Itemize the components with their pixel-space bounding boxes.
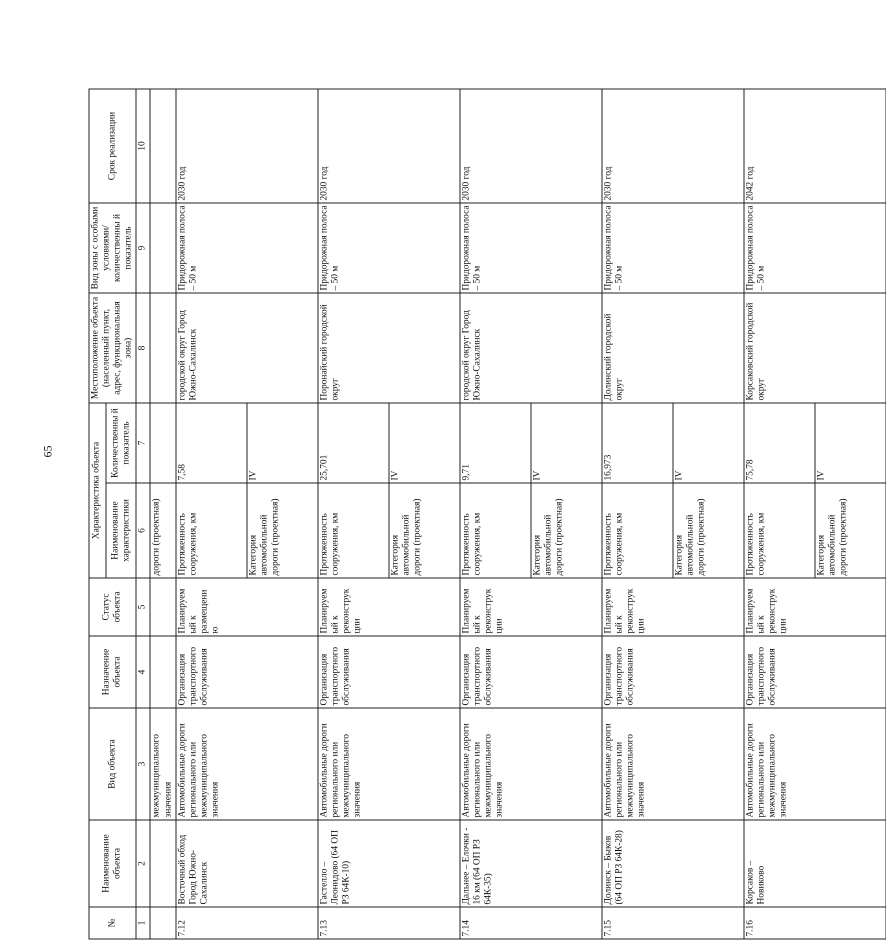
row-location: городской округ Город Южно-Сахалинск xyxy=(176,293,318,403)
row-value-length: 9,71 xyxy=(460,403,531,483)
row-location: Долинский городской округ xyxy=(602,293,744,403)
row-name: Гастелло – Леонидово (64 ОП РЗ 64К-10) xyxy=(318,820,460,907)
row-number: 7.12 xyxy=(176,907,318,939)
table-row xyxy=(744,89,815,939)
table-row xyxy=(460,89,531,939)
row-char-category: Категория автомобильной дороги (проектная) xyxy=(531,483,602,578)
row-location: Поронайский городской округ xyxy=(318,293,460,403)
continuation-vid: межмуниципального значения xyxy=(150,708,175,820)
row-number: 7.14 xyxy=(460,907,602,939)
header-term: Срок реализации xyxy=(89,89,136,203)
header-status: Статус объекта xyxy=(89,578,136,636)
row-number: 7.16 xyxy=(744,907,886,939)
col-number: 5 xyxy=(136,578,150,636)
col-number: 6 xyxy=(136,483,150,578)
header-num: № xyxy=(89,907,136,939)
row-term: 2030 год xyxy=(176,89,318,203)
row-zone: Придорожная полоса – 50 м xyxy=(744,203,886,293)
row-char-length: Протяженность сооружения, км xyxy=(176,483,247,578)
header-zone: Вид зоны с особыми условиями/ количественны й показатель xyxy=(89,203,136,293)
row-purpose: Организация транспортного обслуживания xyxy=(602,636,744,708)
row-purpose: Организация транспортного обслуживания xyxy=(460,636,602,708)
col-number: 10 xyxy=(136,89,150,203)
row-location: Корсаковский городской округ xyxy=(744,293,886,403)
header-name: Наименование объекта xyxy=(89,820,136,907)
header-char-name: Наименование характеристики xyxy=(106,483,136,578)
header-vid: Вид объекта xyxy=(89,708,136,820)
row-char-length: Протяженность сооружения, км xyxy=(460,483,531,578)
row-purpose: Организация транспортного обслуживания xyxy=(318,636,460,708)
row-zone: Придорожная полоса – 50 м xyxy=(176,203,318,293)
row-name: Восточный обход Город Южно-Сахалинск xyxy=(176,820,318,907)
row-zone: Придорожная полоса – 50 м xyxy=(460,203,602,293)
row-char-length: Протяженность сооружения, км xyxy=(318,483,389,578)
continuation-row xyxy=(150,89,175,939)
header-char-value: Количественны й показатель xyxy=(106,403,136,483)
header-characteristics-group: Характеристика объекта xyxy=(89,403,106,578)
continuation-char: дороги (проектная) xyxy=(150,483,175,578)
col-number: 3 xyxy=(136,708,150,820)
row-value-category: IV xyxy=(247,403,318,483)
row-char-category: Категория автомобильной дороги (проектная) xyxy=(247,483,318,578)
col-number: 1 xyxy=(136,907,150,939)
row-value-category: IV xyxy=(531,403,602,483)
col-number: 9 xyxy=(136,203,150,293)
col-number: 4 xyxy=(136,636,150,708)
objects-table xyxy=(89,89,886,940)
col-number: 8 xyxy=(136,293,150,403)
row-status: Планируем ый к реконструк ции xyxy=(460,578,602,636)
header-row-1 xyxy=(89,89,106,939)
rotated-page-content xyxy=(89,90,652,940)
row-zone: Придорожная полоса – 50 м xyxy=(318,203,460,293)
row-vid: Автомобильные дороги регионального или межмуниципального значения xyxy=(318,708,460,820)
row-vid: Автомобильные дороги регионального или межмуниципального значения xyxy=(602,708,744,820)
row-value-category: IV xyxy=(389,403,460,483)
row-name: Долинск – Быков (64 ОП РЗ 64К-28) xyxy=(602,820,744,907)
row-name: Дальнее – Елочки - 16 км (64 ОП РЗ 64К-35) xyxy=(460,820,602,907)
table-row xyxy=(602,89,673,939)
row-purpose: Организация транспортного обслуживания xyxy=(744,636,886,708)
row-value-category: IV xyxy=(673,403,744,483)
row-char-length: Протяженность сооружения, км xyxy=(744,483,815,578)
row-vid: Автомобильные дороги регионального или межмуниципального значения xyxy=(460,708,602,820)
row-vid: Автомобильные дороги регионального или межмуниципального значения xyxy=(744,708,886,820)
col-number: 7 xyxy=(136,403,150,483)
row-number: 7.15 xyxy=(602,907,744,939)
row-value-length: 16,973 xyxy=(602,403,673,483)
row-status: Планируем ый к реконструк ции xyxy=(318,578,460,636)
row-status: Планируем ый к реконструк ции xyxy=(744,578,886,636)
row-location: городской округ Город Южно-Сахалинск xyxy=(460,293,602,403)
row-value-length: 75,78 xyxy=(744,403,815,483)
row-zone: Придорожная полоса – 50 м xyxy=(602,203,744,293)
table-row xyxy=(318,89,389,939)
row-term: 2030 год xyxy=(460,89,602,203)
row-status: Планируем ый к реконструк ции xyxy=(602,578,744,636)
row-number: 7.13 xyxy=(318,907,460,939)
row-value-length: 25,701 xyxy=(318,403,389,483)
row-term: 2042 год xyxy=(744,89,886,203)
table-row xyxy=(176,89,247,939)
row-status: Планируем ый к размещени ю xyxy=(176,578,318,636)
col-number: 2 xyxy=(136,820,150,907)
row-char-category: Категория автомобильной дороги (проектная) xyxy=(815,483,886,578)
row-char-category: Категория автомобильной дороги (проектная) xyxy=(389,483,460,578)
row-term: 2030 год xyxy=(602,89,744,203)
column-number-row xyxy=(136,89,150,939)
row-vid: Автомобильные дороги регионального или межмуниципального значения xyxy=(176,708,318,820)
row-char-length: Протяженность сооружения, км xyxy=(602,483,673,578)
row-value-category: IV xyxy=(815,403,886,483)
header-location: Местоположение объекта (населенный пункт, адрес, функциональная зона) xyxy=(89,293,136,403)
row-purpose: Организация транспортного обслуживания xyxy=(176,636,318,708)
row-value-length: 7,58 xyxy=(176,403,247,483)
row-term: 2030 год xyxy=(318,89,460,203)
header-purpose: Назначение объекта xyxy=(89,636,136,708)
page-number: 65 xyxy=(41,442,56,462)
row-char-category: Категория автомобильной дороги (проектная) xyxy=(673,483,744,578)
row-name: Корсаков – Новиково xyxy=(744,820,886,907)
